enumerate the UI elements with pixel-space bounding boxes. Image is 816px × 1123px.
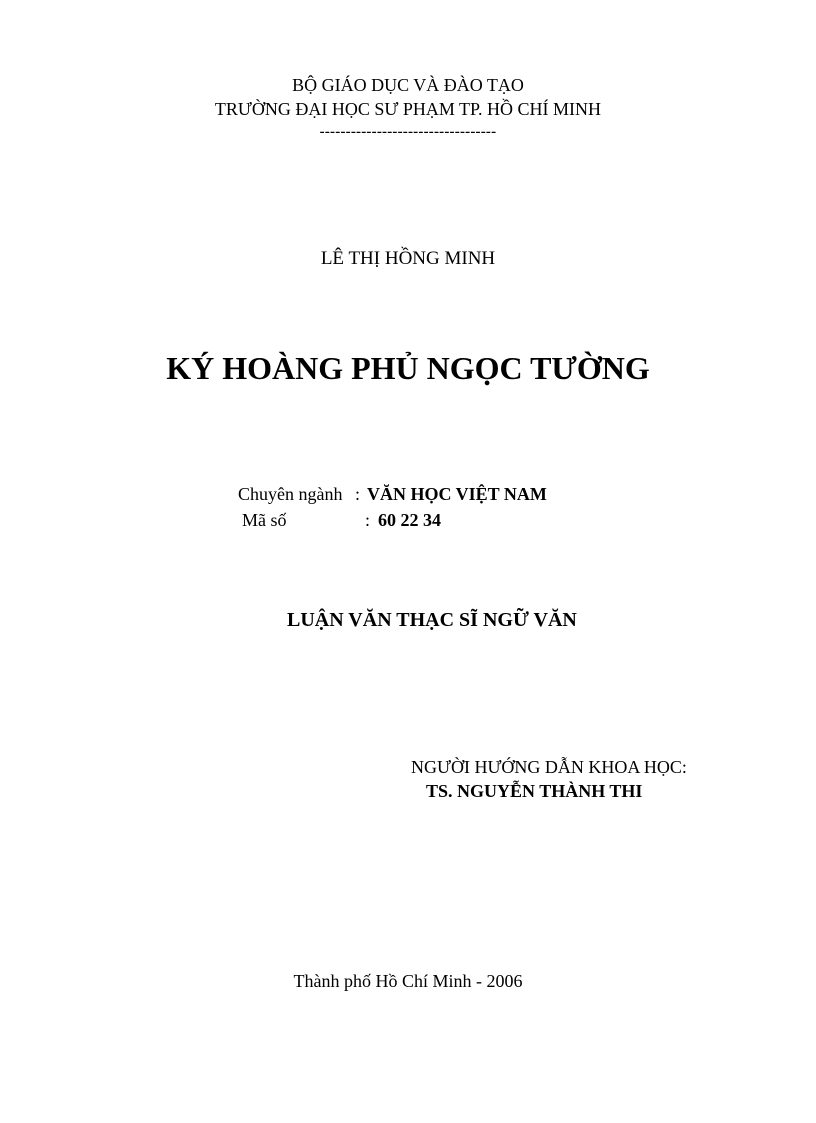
university-name: TRƯỜNG ĐẠI HỌC SƯ PHẠM TP. HỒ CHÍ MINH bbox=[214, 99, 602, 119]
major-label: Chuyên ngành bbox=[238, 484, 343, 504]
place-and-year: Thành phố Hồ Chí Minh - 2006 bbox=[293, 971, 523, 991]
ministry-name: BỘ GIÁO DỤC VÀ ĐÀO TẠO bbox=[292, 75, 524, 95]
advisor-label: NGƯỜI HƯỚNG DẪN KHOA HỌC: bbox=[411, 757, 687, 777]
code-value: 60 22 34 bbox=[378, 510, 441, 530]
major-value: VĂN HỌC VIỆT NAM bbox=[367, 484, 547, 504]
degree-type: LUẬN VĂN THẠC SĨ NGỮ VĂN bbox=[287, 609, 577, 631]
header-divider: ---------------------------------- bbox=[319, 124, 497, 140]
major-separator: : bbox=[355, 484, 361, 504]
code-label: Mã số bbox=[242, 510, 287, 530]
author-name: LÊ THỊ HỒNG MINH bbox=[320, 248, 496, 269]
code-separator: : bbox=[365, 510, 371, 530]
advisor-name: TS. NGUYỄN THÀNH THI bbox=[426, 781, 643, 801]
thesis-title: KÝ HOÀNG PHỦ NGỌC TƯỜNG bbox=[166, 350, 650, 386]
